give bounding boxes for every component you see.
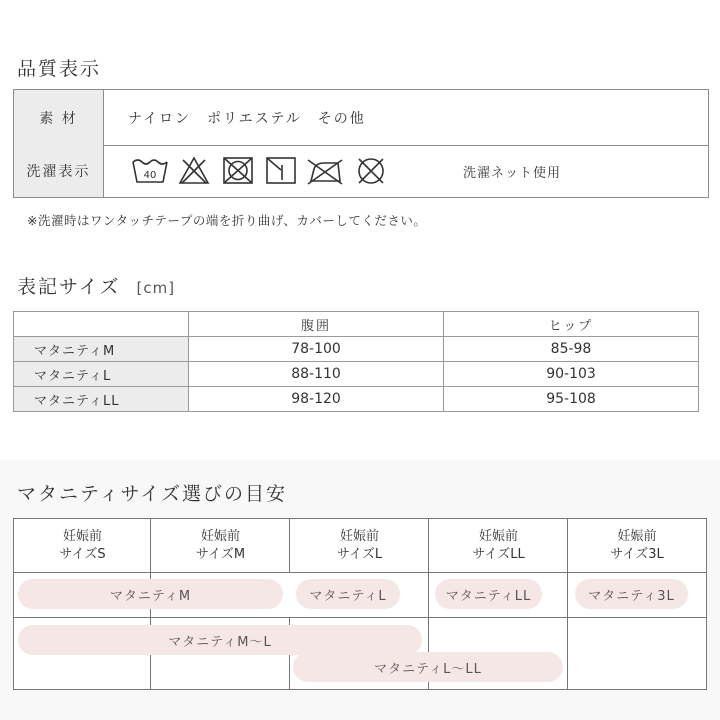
table-row — [14, 362, 699, 387]
material-value: ナイロン ポリエステル その他 — [128, 110, 366, 127]
size-header-row — [14, 312, 699, 337]
grid-divider — [14, 572, 706, 573]
no-iron-icon — [308, 160, 342, 184]
maternity-l-bar: マタニティL — [296, 579, 400, 609]
hip-header: ヒップ — [444, 312, 699, 337]
care-symbols — [132, 156, 402, 186]
maternity-m-bar: マタニティM — [18, 579, 283, 609]
size-corner-cell — [14, 312, 189, 337]
quality-title: 品質表示 — [17, 58, 102, 80]
table-row — [14, 337, 699, 362]
hip-value: 85-98 — [444, 337, 699, 362]
no-tumble-dry-icon — [224, 158, 252, 183]
guide-header-cell — [429, 519, 568, 572]
guide-header-line1: 妊娠前 — [200, 528, 240, 544]
waist-value: 88-110 — [189, 362, 444, 387]
guide-header-cell — [151, 519, 290, 572]
guide-header-line2: サイズM — [195, 546, 246, 562]
maternity-ll-bar: マタニティLL — [435, 579, 542, 609]
guide-header-line1: 妊娠前 — [478, 528, 518, 544]
size-label: マタニティLL — [14, 387, 189, 412]
size-label: マタニティM — [14, 337, 189, 362]
guide-header-line1: 妊娠前 — [617, 528, 657, 544]
guide-header-line2: サイズ3L — [610, 546, 664, 562]
care-label: 洗濯表示 — [14, 145, 104, 197]
guide-header-line2: サイズS — [59, 546, 106, 562]
care-row — [14, 145, 708, 197]
grid-divider — [14, 617, 706, 618]
grid-divider — [567, 519, 568, 689]
guide-header-line2: サイズLL — [472, 546, 525, 562]
material-row — [14, 90, 708, 146]
grid-divider — [289, 519, 290, 572]
wash-net-text: 洗濯ネット使用 — [463, 165, 562, 181]
maternity-3l-bar: マタニティ3L — [575, 579, 688, 609]
guide-header-line1: 妊娠前 — [339, 528, 379, 544]
care-note: ※洗濯時はワンタッチテープの端を折り曲げ、カバーしてください。 — [27, 213, 427, 228]
waist-value: 78-100 — [189, 337, 444, 362]
size-title-row — [17, 272, 175, 299]
wash-40-icon — [133, 160, 167, 182]
guide-header-cell — [568, 519, 706, 572]
guide-header-line1: 妊娠前 — [62, 528, 102, 544]
size-guide-grid — [13, 518, 707, 690]
material-label: 素 材 — [14, 90, 104, 145]
size-title: 表記サイズ — [17, 276, 121, 298]
hip-value: 95-108 — [444, 387, 699, 412]
maternity-l-ll-bar: マタニティL〜LL — [293, 652, 563, 682]
size-table — [13, 311, 699, 412]
guide-title: マタニティサイズ選びの目安 — [17, 483, 287, 505]
hip-value: 90-103 — [444, 362, 699, 387]
size-unit: [cm] — [136, 279, 176, 297]
no-bleach-icon — [180, 158, 208, 183]
guide-header-cell — [290, 519, 429, 572]
guide-header-cell — [14, 519, 151, 572]
quality-table — [13, 89, 709, 198]
table-row — [14, 387, 699, 412]
svg-text:40: 40 — [143, 170, 157, 181]
size-label: マタニティL — [14, 362, 189, 387]
guide-header-line2: サイズL — [336, 546, 383, 562]
waist-value: 98-120 — [189, 387, 444, 412]
no-dry-clean-icon — [359, 159, 383, 183]
maternity-m-l-bar: マタニティM〜L — [18, 625, 422, 655]
waist-header: 腹囲 — [189, 312, 444, 337]
drip-dry-icon — [267, 158, 295, 183]
